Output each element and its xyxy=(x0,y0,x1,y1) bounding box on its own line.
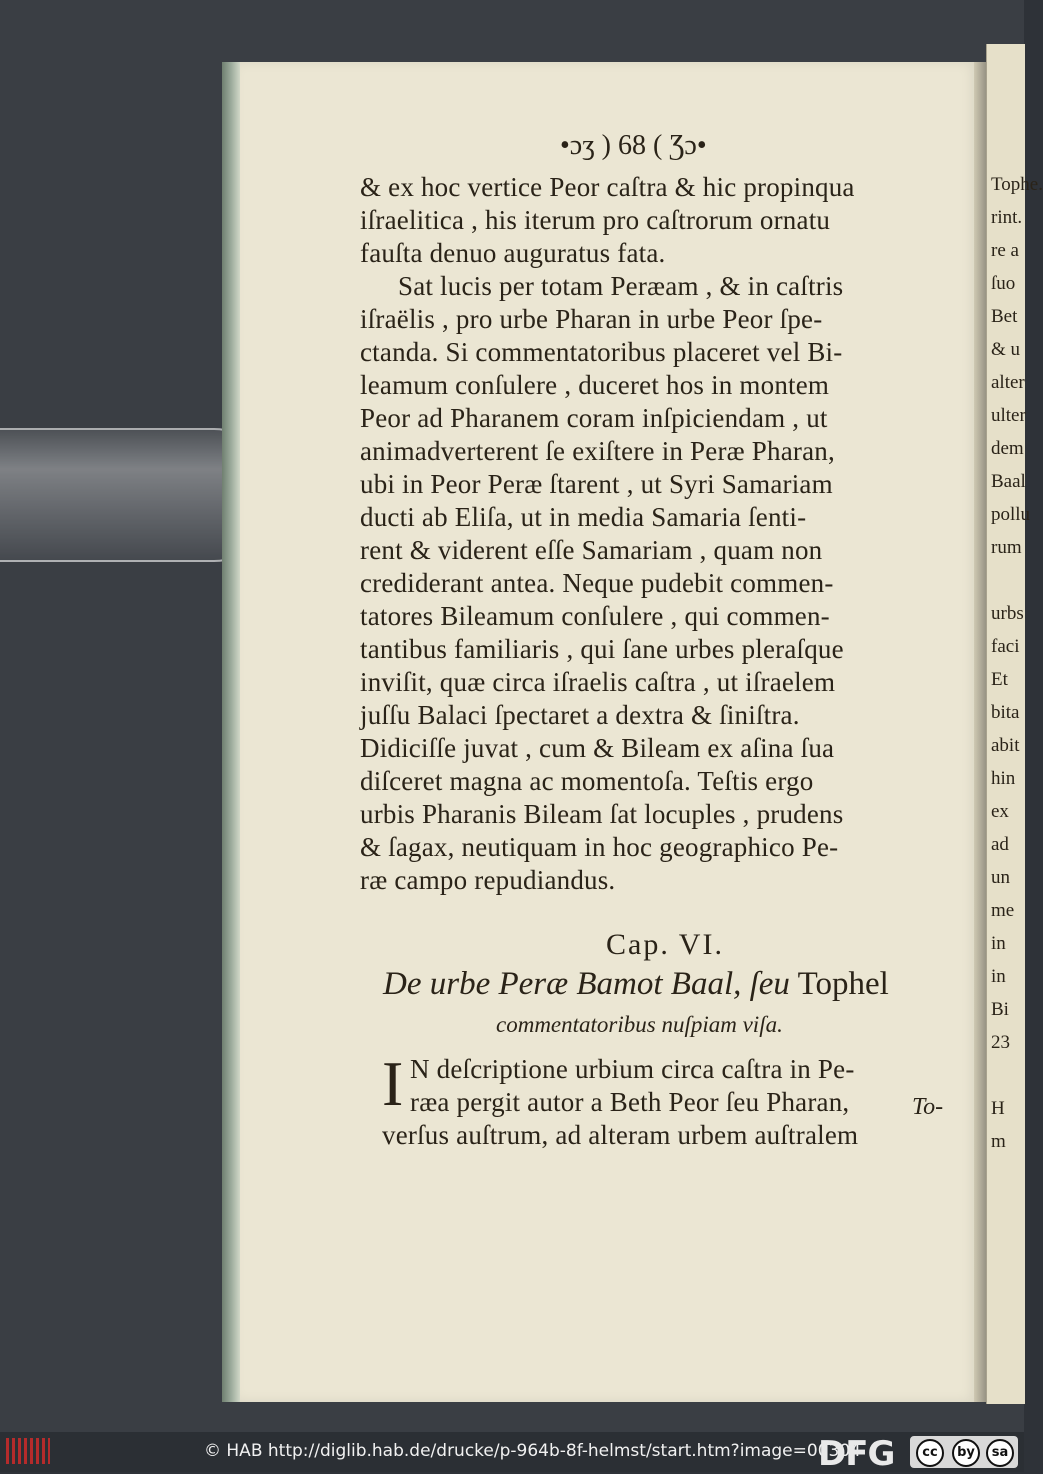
text-line: ducti ab Eliſa, ut in media Samaria ſenti- xyxy=(360,502,807,532)
chapter-title-italic: De urbe Peræ Bamot Baal, ſeu xyxy=(383,966,790,1002)
next-page-fragment: rum xyxy=(991,537,1022,558)
next-page-fragment: H xyxy=(991,1098,1005,1119)
text-line: Peor ad Pharanem coram inſpiciendam , ut xyxy=(360,403,828,433)
chapter-title xyxy=(383,966,889,1003)
chapter-subtitle: commentatoribus nuſpiam viſa. xyxy=(496,1012,783,1037)
text-line: rent & viderent eſſe Samariam , quam non xyxy=(360,535,823,565)
text-line: ræ campo repudiandus. xyxy=(360,865,616,895)
next-page-fragment: m xyxy=(991,1131,1006,1152)
text-line: fauſta denuo auguratus fata. xyxy=(360,238,666,268)
next-page-fragment: un xyxy=(991,867,1010,888)
text-line: & ex hoc vertice Peor caſtra & hic propinqua xyxy=(360,172,855,202)
text-line: iſraelitica , his iterum pro caſtrorum ornatu xyxy=(360,205,831,235)
next-page-fragment: Et xyxy=(991,669,1008,690)
next-page-fragment: ulter xyxy=(991,405,1026,426)
next-page-fragment: ad xyxy=(991,834,1009,855)
next-page-fragment: ſuo xyxy=(991,273,1016,294)
text-line: leamum conſulere , duceret hos in montem xyxy=(360,370,830,400)
text-line: verſus auſtrum, ad alteram urbem auſtralem xyxy=(382,1120,859,1150)
running-head: •ɔʒ ) 68 ( Ʒɔ• xyxy=(560,130,707,161)
next-page-fragment: Baal xyxy=(991,471,1026,492)
next-page-fragment: in xyxy=(991,933,1006,954)
text-line: ctanda. Si commentatoribus placeret vel Bi- xyxy=(360,337,843,367)
chapter-title-roman: Tophel xyxy=(797,966,889,1002)
next-page-fragment: Bet xyxy=(991,306,1018,327)
next-page-fragment: ex xyxy=(991,801,1009,822)
next-page-fragment: faci xyxy=(991,636,1020,657)
text-line: ubi in Peor Peræ ſtarent , ut Syri Samariam xyxy=(360,469,833,499)
next-page-fragment: Tophe. xyxy=(991,174,1043,195)
text-line: N deſcriptione urbium circa caſtra in Pe- xyxy=(410,1054,855,1084)
next-page-fragment: me xyxy=(991,900,1015,921)
next-page-fragment: urbs xyxy=(991,603,1024,624)
next-page-fragment: rint. xyxy=(991,207,1023,228)
next-page-fragment: bita xyxy=(991,702,1020,723)
cc-icon: cc xyxy=(916,1439,944,1467)
next-page-strip xyxy=(986,44,1043,1404)
chapter-heading: Cap. VI. xyxy=(606,928,724,961)
cc-license-icon[interactable] xyxy=(910,1436,1018,1468)
text-line: diſceret magna ac momentoſa. Teſtis ergo xyxy=(360,766,814,796)
dfg-logo: DFG xyxy=(818,1434,895,1474)
next-page-fragment: & u xyxy=(991,339,1021,360)
text-line: animadverterent ſe exiſtere in Peræ Pharan, xyxy=(360,436,835,466)
next-page-fragment: dem xyxy=(991,438,1024,459)
text-line: iſraëlis , pro urbe Pharan in urbe Peor ſpe- xyxy=(360,304,823,334)
text-line: ræa pergit autor a Beth Peor ſeu Pharan, xyxy=(410,1087,850,1117)
next-page-fragment: abit xyxy=(991,735,1020,756)
next-page-fragment: hin xyxy=(991,768,1016,789)
next-page-fragment: alter xyxy=(991,372,1025,393)
next-page-fragment: 23 xyxy=(991,1032,1010,1053)
sa-icon: sa xyxy=(986,1439,1014,1467)
next-page-fragment: Bi xyxy=(991,999,1009,1020)
next-page-fragment: re a xyxy=(991,240,1019,261)
text-line: urbis Pharanis Bileam ſat locuples , prudens xyxy=(360,799,844,829)
text-line: inviſit, quæ circa iſraelis caſtra , ut iſraelem xyxy=(360,667,836,697)
drop-cap: I xyxy=(382,1048,404,1119)
text-line: crediderant antea. Neque pudebit commen- xyxy=(360,568,834,598)
next-page-fragment: pollu xyxy=(991,504,1031,525)
text-line: tantibus familiaris , qui ſane urbes pleraſque xyxy=(360,634,844,664)
text-line: Didiciſſe juvat , cum & Bileam ex aſina ſua xyxy=(360,733,835,763)
text-line: juſſu Balaci ſpectaret a dextra & ſiniſtra. xyxy=(360,700,800,730)
footer-copyright-link[interactable]: © HAB http://diglib.hab.de/drucke/p-964b-8f-helmst/start.htm?image=00304 xyxy=(204,1441,861,1461)
text-line: Sat lucis per totam Peræam , & in caſtris xyxy=(398,271,844,301)
text-line: tatores Bileamum conſulere , qui commen- xyxy=(360,601,830,631)
next-page-fragment: in xyxy=(991,966,1006,987)
barcode-icon xyxy=(6,1438,50,1464)
by-icon: by xyxy=(952,1439,980,1467)
catchword: To- xyxy=(912,1094,944,1120)
text-line: & ſagax, neutiquam in hoc geographico Pe- xyxy=(360,832,839,862)
